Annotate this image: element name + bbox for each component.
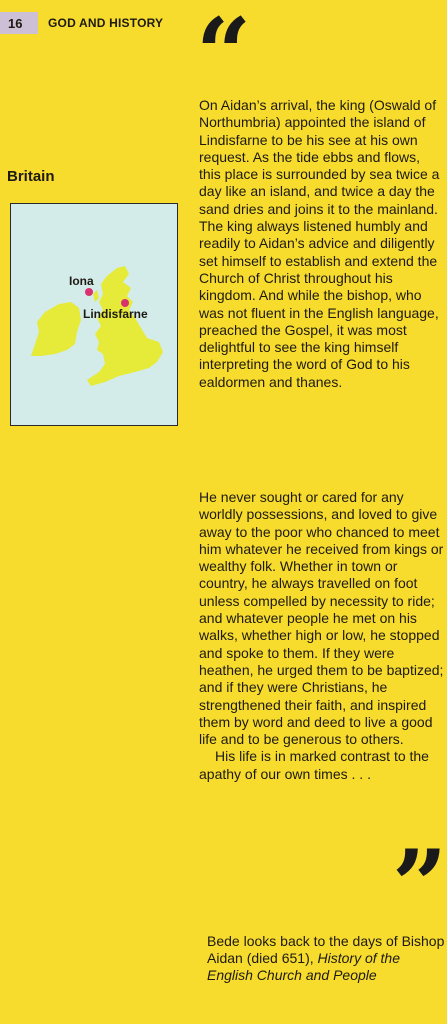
open-quote-mark: “ <box>196 0 252 110</box>
paragraph-text: He never sought or cared for any worldly possessions, and loved to give away to the poor who chanced to meet him whatever he received from kings or wealthy folk. Whether in town or country, he always travelled on foot unless compelled by necessity to ride; and whatever people he met on his walks, whether high or low, he stopped and spoke to them. If they were heathen, he urged them to be baptized; and if they were Christians, he strengthened their faith, and inspired them by word and deed to live a good life and to be generous to others. <box>199 489 444 748</box>
paragraph-text: On Aidan’s arrival, the king (Oswald of Northumbria) appointed the island of Lindisfarne to be his see at his own request. As the tide ebbs and flows, this place is surrounded by sea twice a day like an island, and twice a day the sand dries and joins it to the mainland. The king always listened humbly and readily to Aidan’s advice and diligently set himself to establish and extend the Church of Christ throughout his kingdom. And while the bishop, who was not fluent in the English language, preached the Gospel, it was most delightful to see the king himself interpreting the word of God to his ealdormen and thanes. <box>199 97 440 390</box>
britain-map <box>10 203 178 426</box>
iona-marker <box>85 288 93 296</box>
lindisfarne-marker <box>121 299 129 307</box>
close-quote-mark: ” <box>392 829 447 942</box>
source-caption <box>207 933 447 984</box>
western-isles-landmass <box>93 290 99 302</box>
article-paragraph-1 <box>199 97 445 391</box>
page-number: 16 <box>0 12 38 34</box>
article-paragraph-2 <box>199 489 445 783</box>
ireland-landmass <box>31 302 81 356</box>
caption-work-title: History of the English Church and People <box>207 950 401 983</box>
paragraph-text: His life is in marked contrast to the apathy of our own times . . . <box>199 748 429 782</box>
caption-text: Bede looks back to the days of Bishop Aidan (died 651), <box>207 933 445 966</box>
section-title: GOD AND HISTORY <box>48 16 164 30</box>
sidebar-heading: Britain <box>7 168 55 185</box>
map-label-iona: Iona <box>69 274 94 288</box>
great-britain-landmass <box>87 266 163 386</box>
map-label-lindisfarne: Lindisfarne <box>83 307 148 321</box>
